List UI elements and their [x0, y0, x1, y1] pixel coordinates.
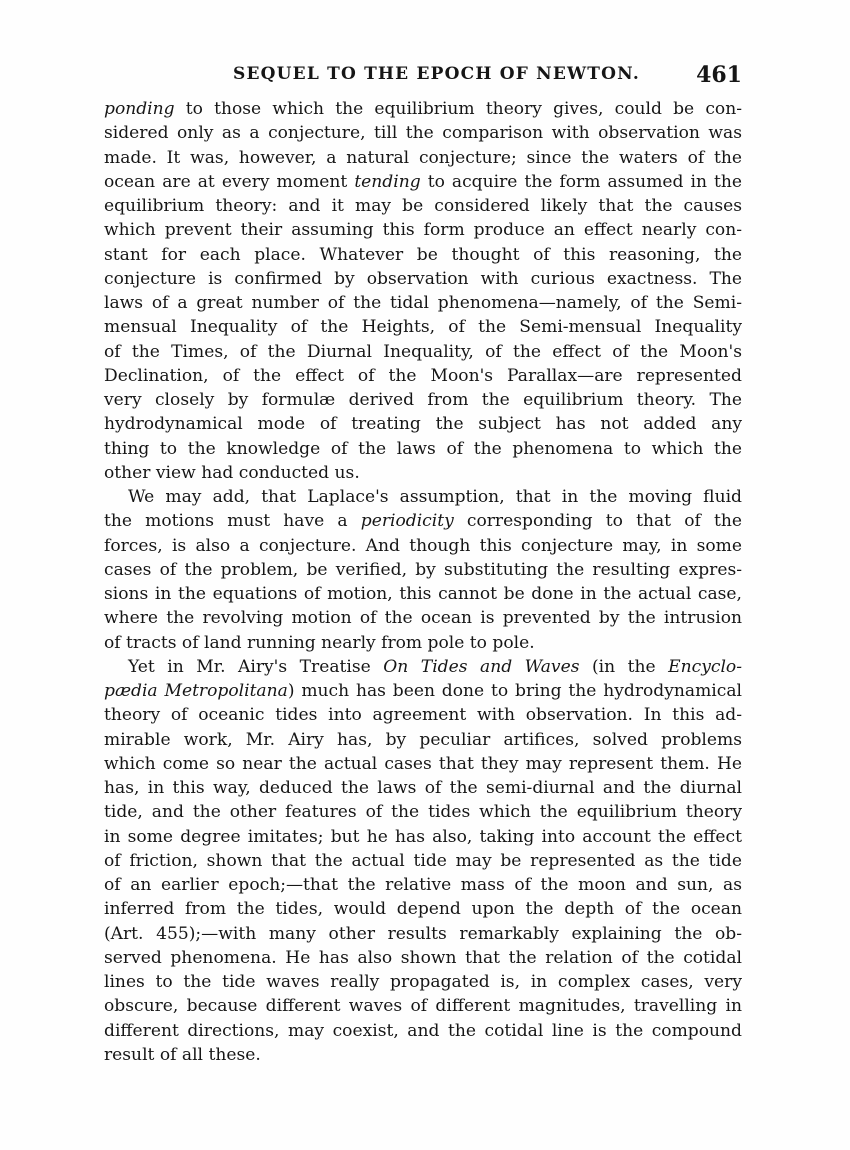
text-line — [104, 825, 742, 849]
text-segment: sions in the equations of motion, this cannot be done in the actual case, — [104, 584, 742, 604]
text-line — [104, 461, 742, 485]
text-segment: ocean are at every moment — [104, 171, 355, 192]
italic-text: On Tides and Waves — [383, 656, 580, 677]
text-segment: equilibrium theory: and it may be considered likely that the causes — [104, 196, 742, 216]
italic-text: periodicity — [360, 511, 454, 532]
text-line — [104, 121, 742, 145]
italic-text: tending — [354, 171, 421, 192]
text-line — [104, 364, 742, 388]
text-segment: of tracts of land running nearly from pole to pole. — [104, 632, 535, 653]
text-line — [104, 1043, 742, 1067]
text-line — [104, 218, 742, 242]
italic-text: ponding — [104, 99, 175, 119]
text-line — [104, 1019, 742, 1043]
text-line — [104, 437, 742, 461]
text-segment: mensual Inequality of the Heights, of the Semi-mensual Inequality — [104, 317, 742, 338]
text-segment: in some degree imitates; but he has also, taking into account the effect — [104, 826, 742, 847]
text-line — [104, 655, 742, 679]
text-line — [104, 534, 742, 558]
page-header — [104, 62, 742, 90]
text-line — [104, 291, 742, 315]
text-segment: which prevent their assuming this form produce an effect nearly con- — [104, 220, 742, 241]
text-segment: forces, is also a conjecture. And though this conjecture may, in some — [104, 535, 742, 556]
text-segment: made. It was, however, a natural conjecture; since the waters of the — [104, 147, 742, 168]
text-segment: thing to the knowledge of the laws of the phenomena to which the — [104, 438, 742, 459]
text-segment: very closely by formulæ derived from the equilibrium theory. The — [104, 390, 742, 410]
text-segment: to acquire the form assumed in the — [420, 171, 742, 192]
text-line — [104, 315, 742, 339]
running-title: SEQUEL TO THE EPOCH OF NEWTON. — [233, 64, 640, 84]
text-segment: (in the — [579, 656, 669, 677]
text-line — [104, 388, 742, 412]
text-line — [104, 873, 742, 897]
text-line — [104, 800, 742, 824]
text-segment: obscure, because different waves of different magnitudes, travelling in — [104, 996, 742, 1017]
text-segment: inferred from the tides, would depend upon the depth of the ocean — [104, 899, 742, 920]
text-line — [104, 970, 742, 994]
text-segment: ) much has been done to bring the hydrodynamical — [287, 681, 742, 701]
text-segment: (Art. 455);—with many other results remarkably explaining the ob- — [104, 923, 742, 944]
text-line — [104, 679, 742, 703]
text-segment: to those which the equilibrium theory gives, could be con- — [174, 99, 742, 119]
text-line — [104, 267, 742, 291]
text-line — [104, 994, 742, 1018]
text-segment: We may add, that Laplace's assumption, that in the moving fluid — [128, 487, 742, 507]
text-segment: conjecture is confirmed by observation with curious exactness. The — [104, 268, 742, 289]
text-line — [104, 728, 742, 752]
text-line — [104, 146, 742, 170]
text-segment: where the revolving motion of the ocean is prevented by the intrusion — [104, 608, 742, 629]
text-segment: theory of oceanic tides into agreement with observation. In this ad- — [104, 705, 742, 726]
text-line — [104, 849, 742, 873]
text-line — [104, 752, 742, 776]
text-segment: served phenomena. He has also shown that the relation of the cotidal — [104, 947, 742, 968]
text-line — [104, 558, 742, 582]
text-line — [104, 170, 742, 194]
page-number: 461 — [696, 62, 742, 88]
text-line — [104, 97, 742, 121]
text-segment: laws of a great number of the tidal phenomena—namely, of the Semi- — [104, 293, 742, 313]
text-line — [104, 412, 742, 436]
text-segment: tide, and the other features of the tides which the equilibrium theory — [104, 802, 742, 823]
text-segment: Yet in Mr. Airy's Treatise — [128, 656, 384, 677]
text-line — [104, 340, 742, 364]
text-line — [104, 606, 742, 630]
text-segment: Declination, of the effect of the Moon's Parallax—are represented — [104, 365, 742, 386]
text-line — [104, 922, 742, 946]
text-line — [104, 582, 742, 606]
text-line — [104, 509, 742, 533]
text-line — [104, 631, 742, 655]
text-segment: cases of the problem, be verified, by substituting the resulting expres- — [104, 559, 742, 580]
text-segment: lines to the tide waves really propagated is, in complex cases, very — [104, 972, 742, 992]
text-segment: hydrodynamical mode of treating the subject has not added any — [104, 414, 742, 435]
italic-text: pædia Metropolitana — [104, 681, 288, 701]
text-line — [104, 485, 742, 509]
body-text — [104, 97, 742, 1067]
text-line — [104, 946, 742, 970]
text-segment: different directions, may coexist, and the cotidal line is the compound — [104, 1020, 742, 1041]
italic-text: Encyclo- — [668, 656, 742, 677]
text-line — [104, 194, 742, 218]
text-segment: stant for each place. Whatever be thought of this reasoning, the — [104, 244, 742, 265]
text-segment: mirable work, Mr. Airy has, by peculiar artifices, solved problems — [104, 729, 742, 750]
text-segment: has, in this way, deduced the laws of the semi-diurnal and the diurnal — [104, 778, 742, 798]
text-line — [104, 703, 742, 727]
text-segment: of an earlier epoch;—that the relative mass of the moon and sun, as — [104, 875, 742, 895]
text-line — [104, 897, 742, 921]
text-segment: result of all these. — [104, 1044, 261, 1065]
text-segment: which come so near the actual cases that they may represent them. He — [104, 753, 742, 774]
text-segment: corresponding to that of the — [453, 511, 742, 532]
text-segment: of the Times, of the Diurnal Inequality, of the effect of the Moon's — [104, 341, 742, 362]
text-segment: other view had conducted us. — [104, 462, 360, 483]
text-segment: the motions must have a — [104, 511, 361, 532]
text-line — [104, 776, 742, 800]
text-line — [104, 243, 742, 267]
text-segment: sidered only as a conjecture, till the comparison with observation was — [104, 123, 742, 144]
text-segment: of friction, shown that the actual tide may be represented as the tide — [104, 850, 742, 871]
